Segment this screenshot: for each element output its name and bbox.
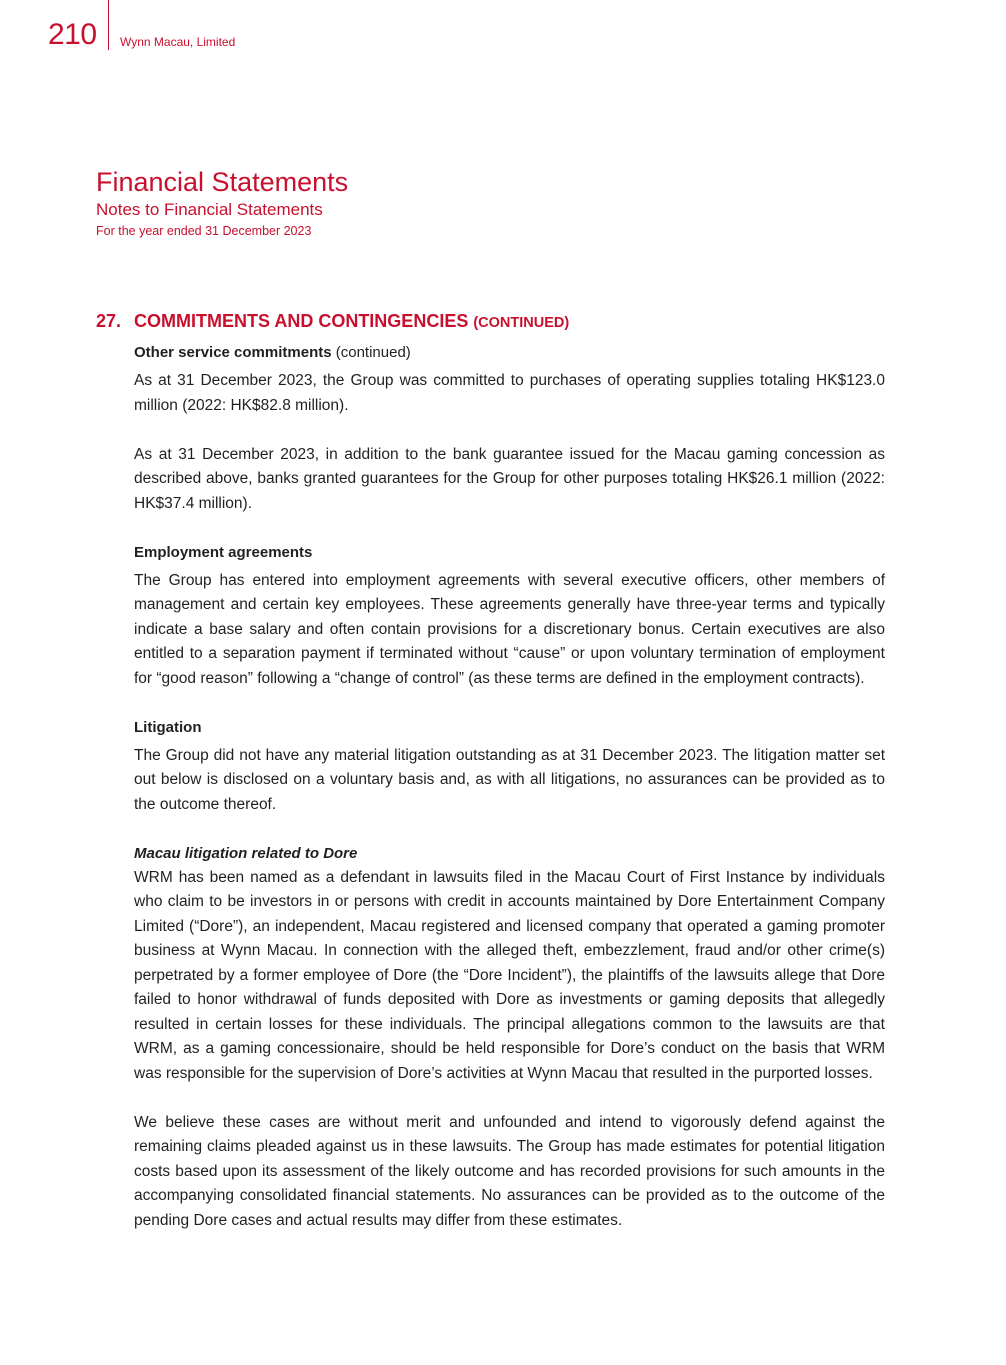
header-divider xyxy=(108,0,109,50)
dore-paragraph-1: WRM has been named as a defendant in lawsuits filed in the Macau Court of First Instance by individuals who claim to be investors in or persons with credit in accounts maintained by Dore Entertainment Company Limited (“Dore”), an independent, Macau registered and licensed company that operated a gaming promoter business at Wynn Macau. In connection with the alleged theft, embezzlement, fraud and/or other crime(s) perpetrated by a former employee of Dore (the “Dore Incident”), the plaintiffs of the lawsuits allege that Dore failed to honor withdrawal of funds deposited with Dore as investments or gaming deposits that allegedly resulted in certain losses for these individuals. The principal allegations common to the lawsuits are that WRM, as a gaming concessionaire, should be held responsible for Dore’s conduct on the basis that WRM was responsible for the supervision of Dore’s activities at Wynn Macau that resulted in the purported losses. xyxy=(134,868,885,1082)
section-title: COMMITMENTS AND CONTINGENCIES xyxy=(134,311,469,331)
page-subtitle: Notes to Financial Statements xyxy=(96,200,323,219)
litigation-heading: Litigation xyxy=(134,718,202,736)
other-service-heading xyxy=(134,341,885,365)
note-section xyxy=(96,309,886,1233)
title-block xyxy=(96,166,348,240)
other-service-continued: (continued) xyxy=(335,344,411,361)
page-title: Financial Statements xyxy=(96,167,349,197)
section-number: 27. xyxy=(96,311,122,331)
section-heading xyxy=(96,309,886,335)
section-continued: (CONTINUED) xyxy=(473,315,570,331)
other-service-title: Other service commitments xyxy=(134,344,332,361)
page-number: 210 xyxy=(48,18,97,51)
litigation-paragraph: The Group did not have any material litigation outstanding as at 31 December 2023. The litigation matter set out below is disclosed on a voluntary basis and, as with all litigations, no assurances can be provided as to the outcome thereof. xyxy=(134,746,885,813)
dore-paragraph-2: We believe these cases are without merit and unfounded and intend to vigorously defend against the remaining claims pleaded against us in these lawsuits. The Group has made estimates for potential litigation costs based upon its assessment of the likely outcome and has recorded provisions for such amounts in the accompanying consolidated financial statements. No assurances can be provided as to the outcome of the pending Dore cases and actual results may differ from these estimates. xyxy=(134,1113,885,1229)
operating-supplies-paragraph: As at 31 December 2023, the Group was committed to purchases of operating supplies totaling HK$123.0 million (2022: HK$82.8 million). xyxy=(134,372,885,414)
company-name: Wynn Macau, Limited xyxy=(120,35,236,49)
employment-heading: Employment agreements xyxy=(134,543,313,561)
bank-guarantee-paragraph: As at 31 December 2023, in addition to the bank guarantee issued for the Macau gaming concession as described above, banks granted guarantees for the Group for other purposes totaling HK$26.1 million (2022: HK$37.4 million). xyxy=(134,445,885,512)
period-line: For the year ended 31 December 2023 xyxy=(96,224,312,238)
section-body xyxy=(134,341,885,1233)
employment-paragraph: The Group has entered into employment agreements with several executive officers, other members of management and certain key employees. These agreements generally have three-year terms and typically indicate a base salary and often contain provisions for a discretionary bonus. Certain executives are also entitled to a separation payment if terminated without “cause” or upon voluntary termination of employment for “good reason” following a “change of control” (as these terms are defined in the employment contracts). xyxy=(134,571,885,687)
dore-heading: Macau litigation related to Dore xyxy=(134,844,358,862)
